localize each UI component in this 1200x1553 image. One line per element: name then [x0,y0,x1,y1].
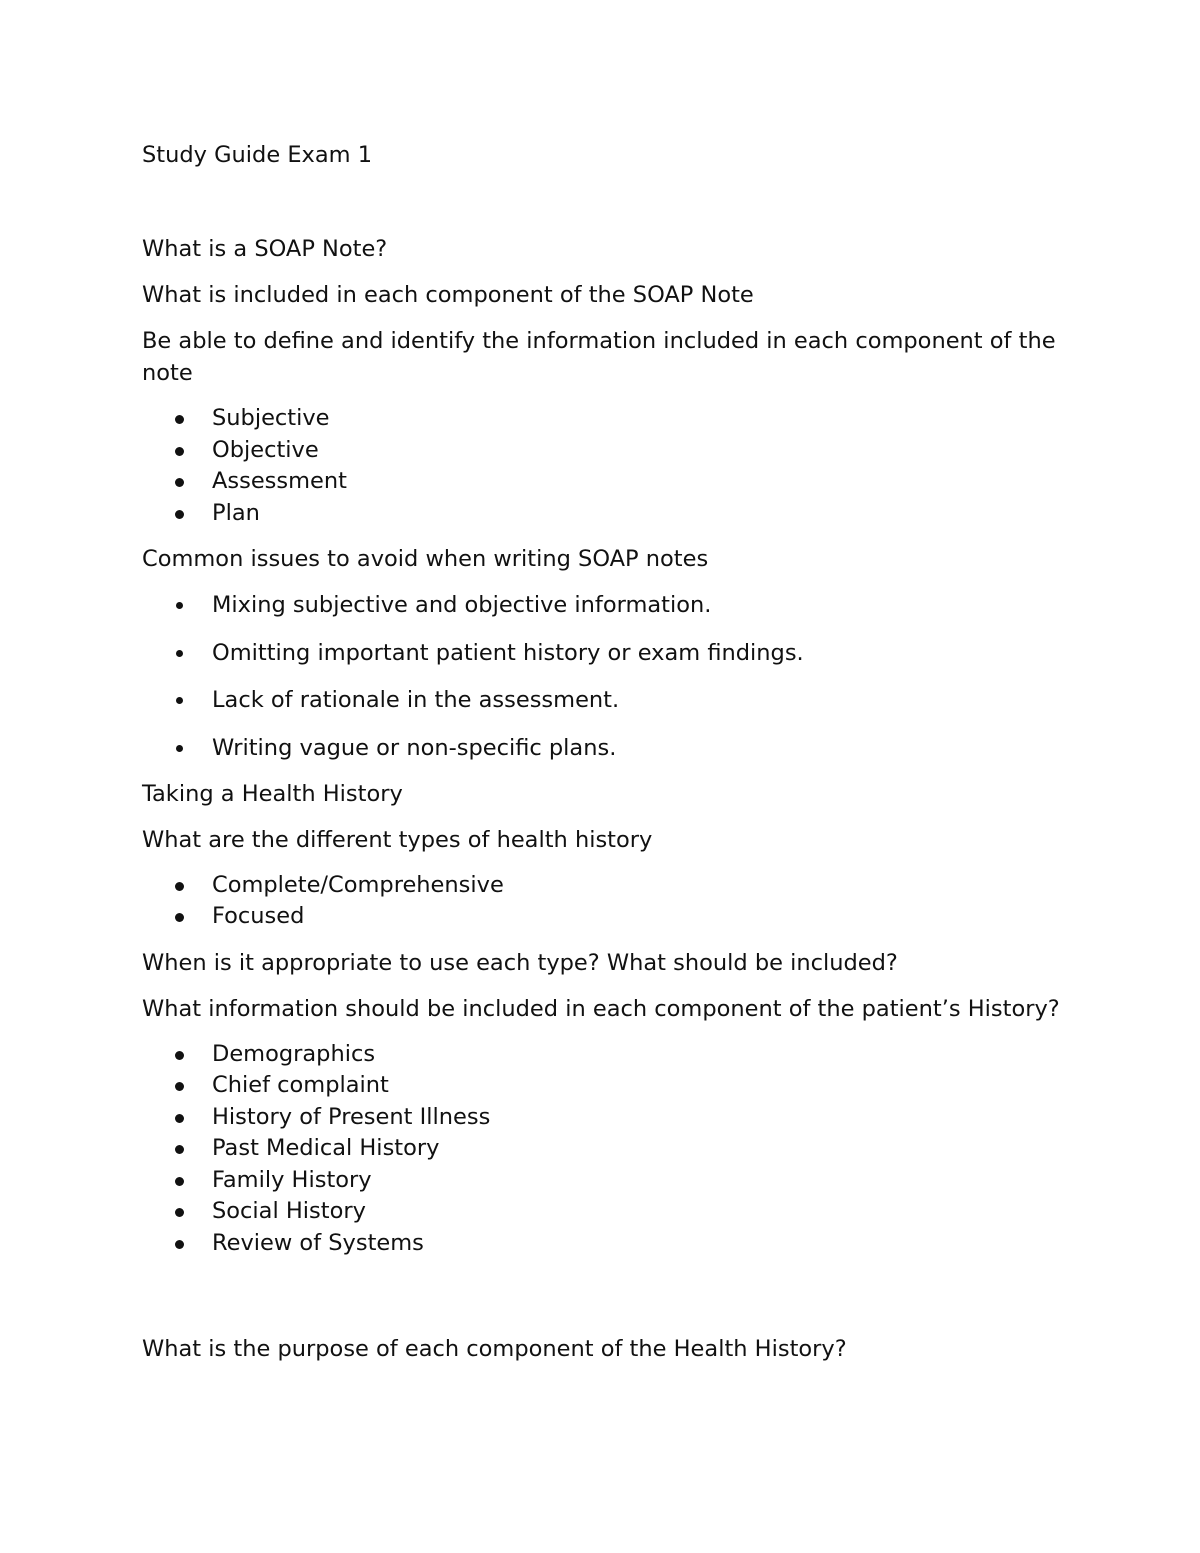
soap-components-list [142,403,1072,529]
bullet-icon [175,1051,184,1060]
list-item: Assessment [142,466,1072,498]
bullet-icon [175,510,184,519]
question-when-appropriate: When is it appropriate to use each type? What should be included? [142,949,898,976]
bullet-icon [175,415,184,424]
list-item: Mixing subjective and objective information. [142,589,1072,621]
question-soap-components: What is included in each component of the SOAP Note [142,282,754,308]
bullet-icon [175,1145,184,1154]
bullet-icon [175,1240,184,1249]
bullet-icon [175,478,184,487]
question-define-identify: Be able to define and identify the information included in each component of the note [142,328,1056,386]
bullet-icon [175,882,184,891]
health-history-heading: Taking a Health History [142,780,403,807]
blank-line [142,1273,1072,1333]
list-item: Social History [142,1196,1072,1228]
list-item: Complete/Comprehensive [142,870,1072,902]
question-soap-note: What is a SOAP Note? [142,236,388,262]
list-item: Plan [142,498,1072,530]
document-title: Study Guide Exam 1 [142,142,373,168]
common-issues-list [142,589,1072,764]
list-item: Writing vague or non-specific plans. [142,732,1072,764]
list-item: Lack of rationale in the assessment. [142,684,1072,716]
bullet-icon [175,1177,184,1186]
list-item: Objective [142,435,1072,467]
list-item: Demographics [142,1039,1072,1071]
bullet-icon [175,1208,184,1217]
bullet-icon [176,602,183,609]
document-body [142,139,1072,1365]
list-item: Review of Systems [142,1228,1072,1260]
bullet-icon [175,913,184,922]
question-history-types: What are the different types of health history [142,826,653,853]
bullet-icon [176,745,183,752]
bullet-icon [175,447,184,456]
bullet-icon [176,650,183,657]
list-item: History of Present Illness [142,1102,1072,1134]
list-item: Focused [142,901,1072,933]
list-item: Omitting important patient history or exam findings. [142,637,1072,669]
list-item: Family History [142,1165,1072,1197]
bullet-icon [176,697,183,704]
history-components-list [142,1039,1072,1260]
list-item: Subjective [142,403,1072,435]
question-history-info: What information should be included in each component of the patient’s History? [142,995,1060,1022]
bullet-icon [175,1114,184,1123]
list-item: Chief complaint [142,1070,1072,1102]
common-issues-heading: Common issues to avoid when writing SOAP notes [142,546,709,572]
question-purpose: What is the purpose of each component of the Health History? [142,1336,847,1362]
history-types-list [142,870,1072,933]
bullet-icon [175,1082,184,1091]
list-item: Past Medical History [142,1133,1072,1165]
